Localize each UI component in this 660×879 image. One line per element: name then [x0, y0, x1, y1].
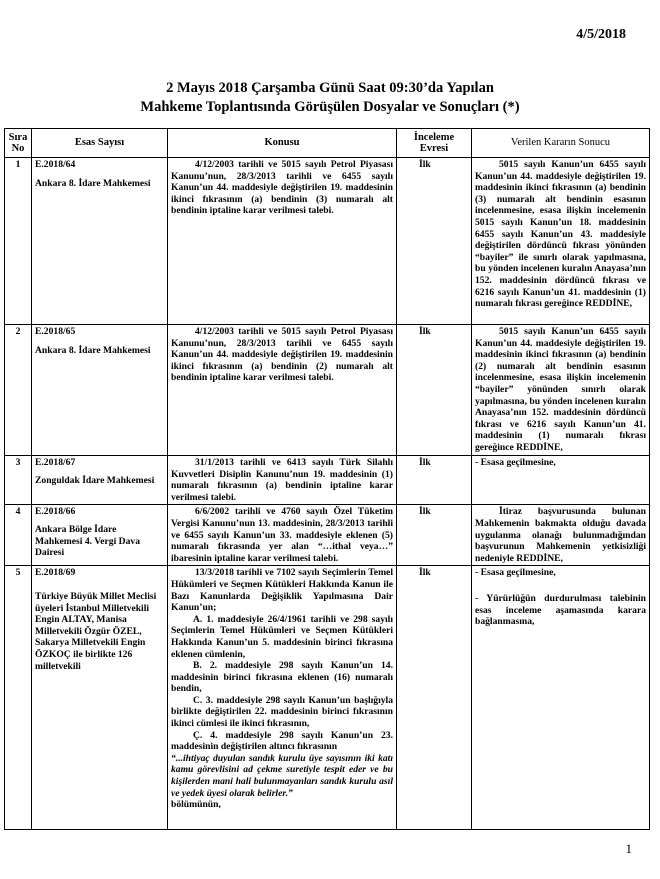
konu-text: 4/12/2003 tarihli ve 5015 sayılı Petrol Piyasası Kanunu’nun, 28/3/2013 tarihli ve 6455 sayılı Kanun’un 44. maddesiyle değiştirilen 19. maddesinin ikinci fıkrasının (a) bendinin (3) numaralı alt bendinin iptaline karar verilmesi talebi. — [171, 159, 393, 217]
court-name: Ankara 8. İdare Mahkemesi — [35, 344, 151, 356]
sonuc-cell — [472, 158, 650, 325]
sonuc-cell — [472, 456, 650, 505]
evre-cell: İlk — [397, 456, 472, 505]
title-line-2: Mahkeme Toplantısında Görüşülen Dosyalar ve Sonuçları (*) — [140, 99, 520, 115]
konu-item-b: B. 2. maddesiyle 298 sayılı Kanun’un 14. maddesinin birinci fıkrasına eklenen (16) numaralı bendin, — [171, 660, 393, 695]
header-konu: Konusu — [168, 129, 397, 158]
esas-cell — [32, 325, 168, 456]
esas-number: E.2018/69 — [35, 567, 76, 579]
konu-item-a: A. 1. maddesiyle 26/4/1961 tarihli ve 298 sayılı Seçimlerin Temel Hükümleri ve Seçmen Kütükleri Hakkında Kanun’un 5. maddesinin birinci fıkrasına eklenen cümlenin, — [171, 613, 393, 660]
document-title — [0, 79, 660, 117]
konu-cell — [168, 158, 397, 325]
esas-number: E.2018/67 — [35, 457, 76, 468]
evre-cell: İlk — [397, 505, 472, 566]
konu-text: 6/6/2002 tarihli ve 4760 sayılı Özel Tüketim Vergisi Kanunu’nun 13. maddesinin, 28/3/2013 tarihli ve 6455 sayılı Kanun’un 33. maddesiyle eklenen (5) numaralı fıkrasında yer alan “…ithal veya…” ibaresinin iptaline karar verilmesi talebi. — [171, 506, 393, 564]
konu-text: 31/1/2013 tarihli ve 6413 sayılı Türk Silahlı Kuvvetleri Disiplin Kanunu’nun 19. maddesinin (1) numaralı fıkrasının (a) bendinin iptaline karar verilmesi talebi. — [171, 457, 393, 503]
sonuc-text: 5015 sayılı Kanun’un 6455 sayılı Kanun’un 44. maddesiyle değiştirilen 19. maddesinin ikinci fıkrasının (a) bendinin (3) numaralı alt bendinin esasının incelenmesine, esasa ilişkin incelemenin 5015 sayılı Kanun’un 18. maddesinin 6455 sayılı Kanun’un 43. maddesiyle değiştirilen dördüncü fıkrası yönünden “bayiler” ile sınırlı olarak yapılmasına, bu yönden incelenen kuralın Anayasa’nın 152. maddesinin dördüncü fıkrası ve 6216 sayılı Kanun’un 41. maddesinin (1) numaralı fıkrası gereğince REDDİNE, — [475, 159, 646, 310]
konu-intro: 13/3/2018 tarihli ve 7102 sayılı Seçimlerin Temel Hükümleri ve Seçmen Kütükleri Hakkında Kanun ile Bazı Kanunlarda Değişiklik Yapılmasına Dair Kanun’un; — [171, 567, 393, 614]
konu-cell — [168, 505, 397, 566]
sonuc-text: 5015 sayılı Kanun’un 6455 sayılı Kanun’un 44. maddesiyle değiştirilen 19. maddesinin ikinci fıkrasının (a) bendinin (2) numaralı alt bendinin esasının incelenmesine, esasa ilişkin incelemenin “bayiler” yönünden sınırlı olarak yapılmasına, bu yönden incelenen kuralın Anayasa’nın 152. maddesinin dördüncü fıkrası ve 6216 sayılı Kanun’un 41. maddesinin (1) numaralı fıkrası gereğince REDDİNE, — [475, 326, 646, 453]
konu-cell — [168, 325, 397, 456]
table-row — [5, 158, 650, 325]
row-number: 2 — [5, 325, 32, 456]
court-name: Ankara 8. İdare Mahkemesi — [35, 177, 151, 189]
esas-cell — [32, 158, 168, 325]
konu-quote: “...ihtiyaç duyulan sandık kurulu üye sayısının iki katı kamu görevlisini ad çekme suretiyle tespit eder ve bu kişilerden mani hali bulunmayanları sandık kurulu asıl ve yedek üyesi olarak belirler.” — [171, 752, 393, 799]
konu-end: bölümünün, — [171, 799, 221, 811]
header-sira: Sıra No — [5, 129, 32, 158]
konu-cell — [168, 566, 397, 830]
court-name: Ankara Bölge İdare Mahkemesi 4. Vergi Dava Dairesi — [35, 523, 140, 559]
table-row — [5, 505, 650, 566]
konu-text: 4/12/2003 tarihli ve 5015 sayılı Petrol Piyasası Kanunu’nun, 28/3/2013 tarihli ve 6455 sayılı Kanun’un 44. maddesiyle değiştirilen 19. maddesinin ikinci fıkrasının (a) bendinin (2) numaralı alt bendinin iptaline karar verilmesi talebi. — [171, 326, 393, 384]
document-date: 4/5/2018 — [576, 27, 626, 42]
evre-cell: İlk — [397, 566, 472, 830]
row-number: 1 — [5, 158, 32, 325]
header-sonuc: Verilen Kararın Sonucu — [472, 129, 650, 158]
evre-cell: İlk — [397, 158, 472, 325]
esas-cell — [32, 456, 168, 505]
sonuc-text: - Esasa geçilmesine, — [475, 457, 556, 468]
table-row — [5, 325, 650, 456]
esas-cell — [32, 505, 168, 566]
page-number: 1 — [625, 841, 632, 856]
court-name: Zonguldak İdare Mahkemesi — [35, 474, 155, 486]
konu-cell — [168, 456, 397, 505]
cases-table — [4, 128, 650, 830]
row-number: 3 — [5, 456, 32, 505]
esas-number: E.2018/66 — [35, 506, 76, 518]
sonuc-cell — [472, 566, 650, 830]
table-header-row — [5, 129, 650, 158]
konu-item-d: Ç. 4. maddesiyle 298 sayılı Kanun’un 23. maddesinin değiştirilen altıncı fıkrasının — [171, 729, 393, 753]
evre-cell: İlk — [397, 325, 472, 456]
table-row — [5, 456, 650, 505]
esas-number: E.2018/64 — [35, 159, 76, 170]
row-number: 5 — [5, 566, 32, 830]
esas-number: E.2018/65 — [35, 326, 76, 337]
sonuc-cell — [472, 505, 650, 566]
konu-item-c: C. 3. maddesiyle 298 sayılı Kanun’un başlığıyla birlikte değiştirilen 22. maddesinin birinci fıkrasının ikinci cümlesi ile ikinci fıkrasının, — [171, 694, 393, 730]
sonuc-text-2: - Yürürlüğün durdurulması talebinin esas inceleme aşamasında karara bağlanmasına, — [475, 592, 646, 628]
header-inceleme: İnceleme Evresi — [397, 129, 472, 158]
table-row — [5, 566, 650, 830]
sonuc-cell — [472, 325, 650, 456]
row-number: 4 — [5, 505, 32, 566]
sonuc-text-1: - Esasa geçilmesine, — [475, 567, 556, 579]
esas-cell — [32, 566, 168, 830]
title-line-1: 2 Mayıs 2018 Çarşamba Günü Saat 09:30’da Yapılan — [166, 80, 494, 96]
header-esas: Esas Sayısı — [32, 129, 168, 158]
applicant-name: Türkiye Büyük Millet Meclisi üyeleri İstanbul Milletvekili Engin ALTAY, Manisa Milletvekili Özgür ÖZEL, Sakarya Milletvekili Engin ÖZKOÇ ile birlikte 126 milletvekili — [35, 590, 157, 672]
sonuc-text: İtiraz başvurusunda bulunan Mahkemenin bakmakta olduğu davada uygulanma olanağı bulunmadığından başvurunun Mahkemenin yetkisizliği nedeniyle REDDİNE, — [475, 506, 646, 564]
